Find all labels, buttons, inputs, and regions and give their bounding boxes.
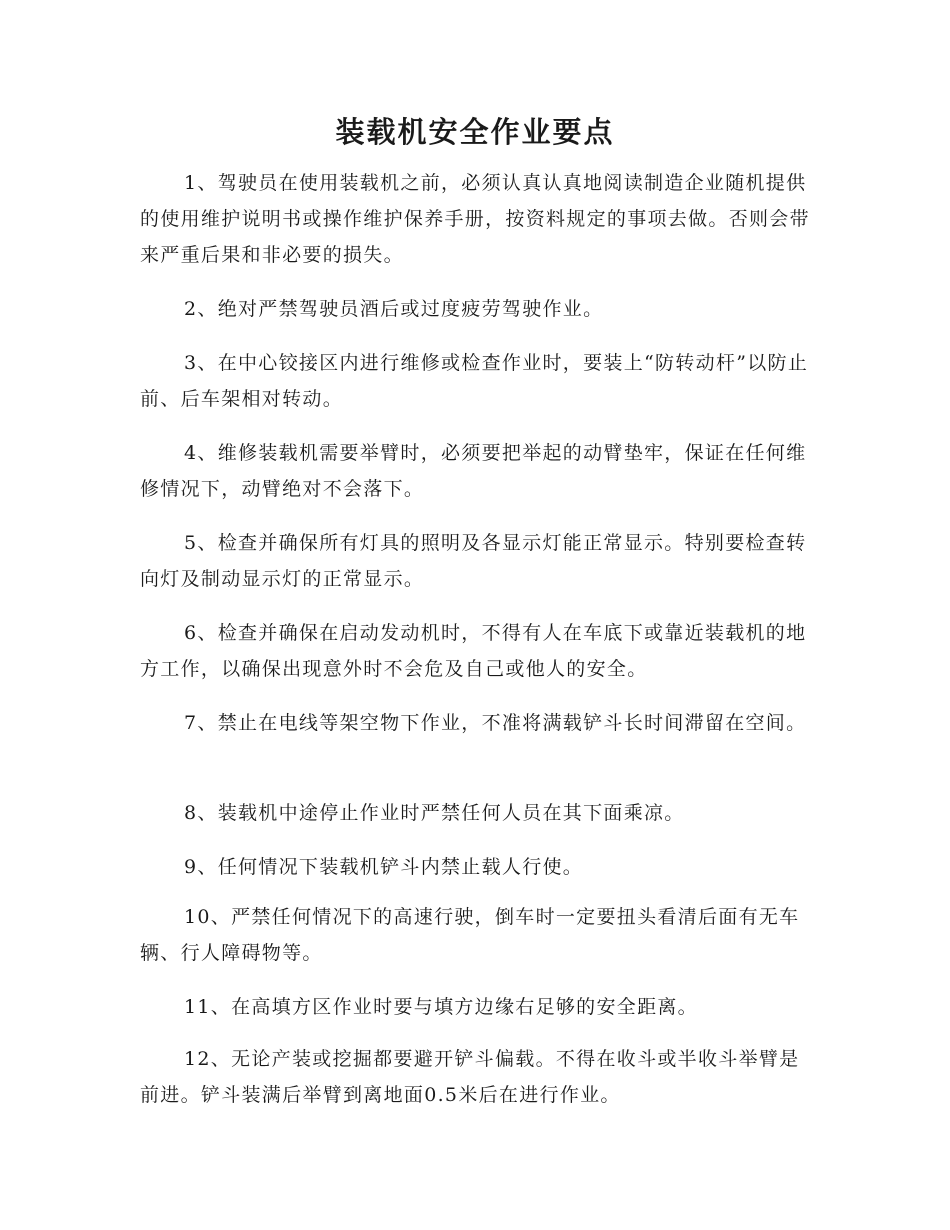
paragraph-item-10: 10、严禁任何情况下的高速行驶，倒车时一定要扭头看清后面有无车辆、行人障碍物等。 bbox=[140, 906, 800, 964]
paragraph-item-6: 6、检查并确保在启动发动机时，不得有人在车底下或靠近装载机的地方工作，以确保出现意外时不会危及自己或他人的安全。 bbox=[140, 622, 807, 680]
paragraph-item-3: 3、在中心铰接区内进行维修或检查作业时，要装上“防转动杆”以防止前、后车架相对转动。 bbox=[140, 352, 809, 410]
document-title: 装载机安全作业要点 bbox=[335, 115, 615, 149]
paragraph-item-11: 11、在高填方区作业时要与填方边缘右足够的安全距离。 bbox=[184, 996, 698, 1018]
paragraph-item-12: 12、无论产装或挖掘都要避开铲斗偏载。不得在收斗或半收斗举臂是前进。铲斗装满后举臂到离地面0.5米后在进行作业。 bbox=[140, 1048, 800, 1106]
paragraph-item-8: 8、装载机中途停止作业时严禁任何人员在其下面乘凉。 bbox=[184, 802, 685, 824]
paragraph-item-4: 4、维修装载机需要举臂时，必须要把举起的动臂垫牢，保证在任何维修情况下，动臂绝对不会落下。 bbox=[140, 442, 807, 500]
paragraph-item-2: 2、绝对严禁驾驶员酒后或过度疲劳驾驶作业。 bbox=[184, 298, 604, 320]
paragraph-item-1: 1、驾驶员在使用装载机之前，必须认真认真地阅读制造企业随机提供的使用维护说明书或操作维护保养手册，按资料规定的事项去做。否则会带来严重后果和非必要的损失。 bbox=[140, 172, 810, 266]
paragraph-item-5: 5、检查并确保所有灯具的照明及各显示灯能正常显示。特别要检查转向灯及制动显示灯的正常显示。 bbox=[140, 532, 807, 590]
paragraph-item-7: 7、禁止在电线等架空物下作业，不准将满载铲斗长时间滞留在空间。 bbox=[184, 712, 807, 734]
paragraph-item-9: 9、任何情况下装载机铲斗内禁止载人行使。 bbox=[184, 856, 584, 878]
